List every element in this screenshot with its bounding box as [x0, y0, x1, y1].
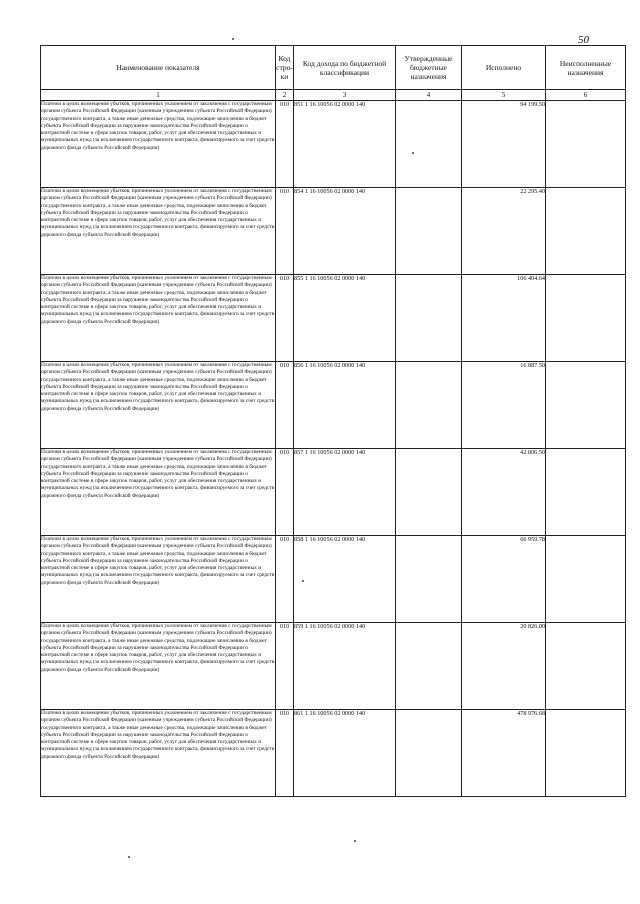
header-line-code: Код стро-ки [276, 46, 294, 90]
row-description: Платежи в целях возмещения убытков, причиненных уклонением от заключения с государственным органом субъекта Российской Федерации (казенным учреждением субъекта Российской Федерации) государственного контракта, а также иные денежные средства, подлежащие зачислению в бюджет субъекта Российской Федерации за нарушение законодательства Российской Федерации о контрактной системе в сфере закупок товаров, работ, услуг для обеспечения государственных и муниципальных нужд (за исключением государственного контракта, финансируемого за счет средств дорожного фонда субъекта Российской Федерации) [41, 623, 276, 710]
row-income-code: 861 1 16 10056 02 0000 140 [294, 710, 396, 797]
row-income-code: 855 1 16 10056 02 0000 140 [294, 275, 396, 362]
row-line-code: 010 [276, 710, 294, 797]
row-executed: 66 959.78 [462, 536, 546, 623]
row-unexecuted [546, 710, 626, 797]
table-row [41, 623, 626, 710]
row-line-code: 010 [276, 188, 294, 275]
row-income-code: 857 1 16 10056 02 0000 140 [294, 449, 396, 536]
row-income-code: 851 1 16 10056 02 0000 140 [294, 101, 396, 188]
row-executed: 42 806.50 [462, 449, 546, 536]
scan-speck [354, 840, 356, 842]
column-number-row [41, 90, 626, 101]
row-approved [396, 275, 462, 362]
row-description: Платежи в целях возмещения убытков, причиненных уклонением от заключения с государственным органом субъекта Российской Федерации (казенным учреждением субъекта Российской Федерации) государственного контракта, а также иные денежные средства, подлежащие зачислению в бюджет субъекта Российской Федерации за нарушение законодательства Российской Федерации о контрактной системе в сфере закупок товаров, работ, услуг для обеспечения государственных и муниципальных нужд (за исключением государственного контракта, финансируемого за счет средств дорожного фонда субъекта Российской Федерации) [41, 449, 276, 536]
header-approved: Утвержденные бюджетные назначения [396, 46, 462, 90]
row-income-code: 858 1 16 10056 02 0000 140 [294, 536, 396, 623]
report-table [40, 45, 626, 797]
table-row [41, 101, 626, 188]
row-executed: 22 295.40 [462, 188, 546, 275]
column-number: 2 [276, 90, 294, 101]
row-unexecuted [546, 362, 626, 449]
row-unexecuted [546, 536, 626, 623]
header-unexecuted: Неисполненные назначения [546, 46, 626, 90]
row-description: Платежи в целях возмещения убытков, причиненных уклонением от заключения с государственным органом субъекта Российской Федерации (казенным учреждением субъекта Российской Федерации) государственного контракта, а также иные денежные средства, подлежащие зачислению в бюджет субъекта Российской Федерации за нарушение законодательства Российской Федерации о контрактной системе в сфере закупок товаров, работ, услуг для обеспечения государственных и муниципальных нужд (за исключением государственного контракта, финансируемого за счет средств дорожного фонда субъекта Российской Федерации) [41, 101, 276, 188]
scan-speck [302, 580, 304, 582]
row-approved [396, 101, 462, 188]
scan-speck [128, 856, 130, 858]
header-executed: Исполнено [462, 46, 546, 90]
row-unexecuted [546, 188, 626, 275]
column-number: 3 [294, 90, 396, 101]
row-approved [396, 188, 462, 275]
row-executed: 20 826.00 [462, 623, 546, 710]
header-income-code: Код дохода по бюджетной классификации [294, 46, 396, 90]
table-row [41, 536, 626, 623]
row-income-code: 854 1 16 10056 02 0000 140 [294, 188, 396, 275]
scan-speck [232, 38, 234, 40]
table-row [41, 710, 626, 797]
row-income-code: 859 1 16 10056 02 0000 140 [294, 623, 396, 710]
row-executed: 16 887.50 [462, 362, 546, 449]
row-description: Платежи в целях возмещения убытков, причиненных уклонением от заключения с государственным органом субъекта Российской Федерации (казенным учреждением субъекта Российской Федерации) государственного контракта, а также иные денежные средства, подлежащие зачислению в бюджет субъекта Российской Федерации за нарушение законодательства Российской Федерации о контрактной системе в сфере закупок товаров, работ, услуг для обеспечения государственных и муниципальных нужд (за исключением государственного контракта, финансируемого за счет средств дорожного фонда субъекта Российской Федерации) [41, 536, 276, 623]
column-number: 6 [546, 90, 626, 101]
row-executed: 106 404.64 [462, 275, 546, 362]
row-description: Платежи в целях возмещения убытков, причиненных уклонением от заключения с государственным органом субъекта Российской Федерации (казенным учреждением субъекта Российской Федерации) государственного контракта, а также иные денежные средства, подлежащие зачислению в бюджет субъекта Российской Федерации за нарушение законодательства Российской Федерации о контрактной системе в сфере закупок товаров, работ, услуг для обеспечения государственных и муниципальных нужд (за исключением государственного контракта, финансируемого за счет средств дорожного фонда субъекта Российской Федерации) [41, 188, 276, 275]
row-unexecuted [546, 449, 626, 536]
row-description: Платежи в целях возмещения убытков, причиненных уклонением от заключения с государственным органом субъекта Российской Федерации (казенным учреждением субъекта Российской Федерации) государственного контракта, а также иные денежные средства, подлежащие зачислению в бюджет субъекта Российской Федерации за нарушение законодательства Российской Федерации о контрактной системе в сфере закупок товаров, работ, услуг для обеспечения государственных и муниципальных нужд (за исключением государственного контракта, финансируемого за счет средств дорожного фонда субъекта Российской Федерации) [41, 362, 276, 449]
page-number: 50 [578, 34, 589, 46]
row-approved [396, 362, 462, 449]
row-approved [396, 710, 462, 797]
table-row [41, 449, 626, 536]
row-executed: 478 976.68 [462, 710, 546, 797]
row-approved [396, 623, 462, 710]
row-line-code: 010 [276, 275, 294, 362]
column-number: 4 [396, 90, 462, 101]
table-row [41, 362, 626, 449]
row-line-code: 010 [276, 362, 294, 449]
column-number: 5 [462, 90, 546, 101]
row-line-code: 010 [276, 623, 294, 710]
row-description: Платежи в целях возмещения убытков, причиненных уклонением от заключения с государственным органом субъекта Российской Федерации (казенным учреждением субъекта Российской Федерации) государственного контракта, а также иные денежные средства, подлежащие зачислению в бюджет субъекта Российской Федерации за нарушение законодательства Российской Федерации о контрактной системе в сфере закупок товаров, работ, услуг для обеспечения государственных и муниципальных нужд (за исключением государственного контракта, финансируемого за счет средств дорожного фонда субъекта Российской Федерации) [41, 710, 276, 797]
table-row [41, 275, 626, 362]
scan-speck [412, 152, 414, 154]
header-name: Наименование показателя [41, 46, 276, 90]
row-unexecuted [546, 101, 626, 188]
column-number: 1 [41, 90, 276, 101]
row-line-code: 010 [276, 536, 294, 623]
row-description: Платежи в целях возмещения убытков, причиненных уклонением от заключения с государственным органом субъекта Российской Федерации (казенным учреждением субъекта Российской Федерации) государственного контракта, а также иные денежные средства, подлежащие зачислению в бюджет субъекта Российской Федерации за нарушение законодательства Российской Федерации о контрактной системе в сфере закупок товаров, работ, услуг для обеспечения государственных и муниципальных нужд (за исключением государственного контракта, финансируемого за счет средств дорожного фонда субъекта Российской Федерации) [41, 275, 276, 362]
row-line-code: 010 [276, 101, 294, 188]
table-row [41, 188, 626, 275]
row-unexecuted [546, 623, 626, 710]
header-row [41, 46, 626, 90]
row-approved [396, 536, 462, 623]
row-line-code: 010 [276, 449, 294, 536]
row-executed: 94 199.50 [462, 101, 546, 188]
row-unexecuted [546, 275, 626, 362]
row-income-code: 856 1 16 10056 02 0000 140 [294, 362, 396, 449]
row-approved [396, 449, 462, 536]
